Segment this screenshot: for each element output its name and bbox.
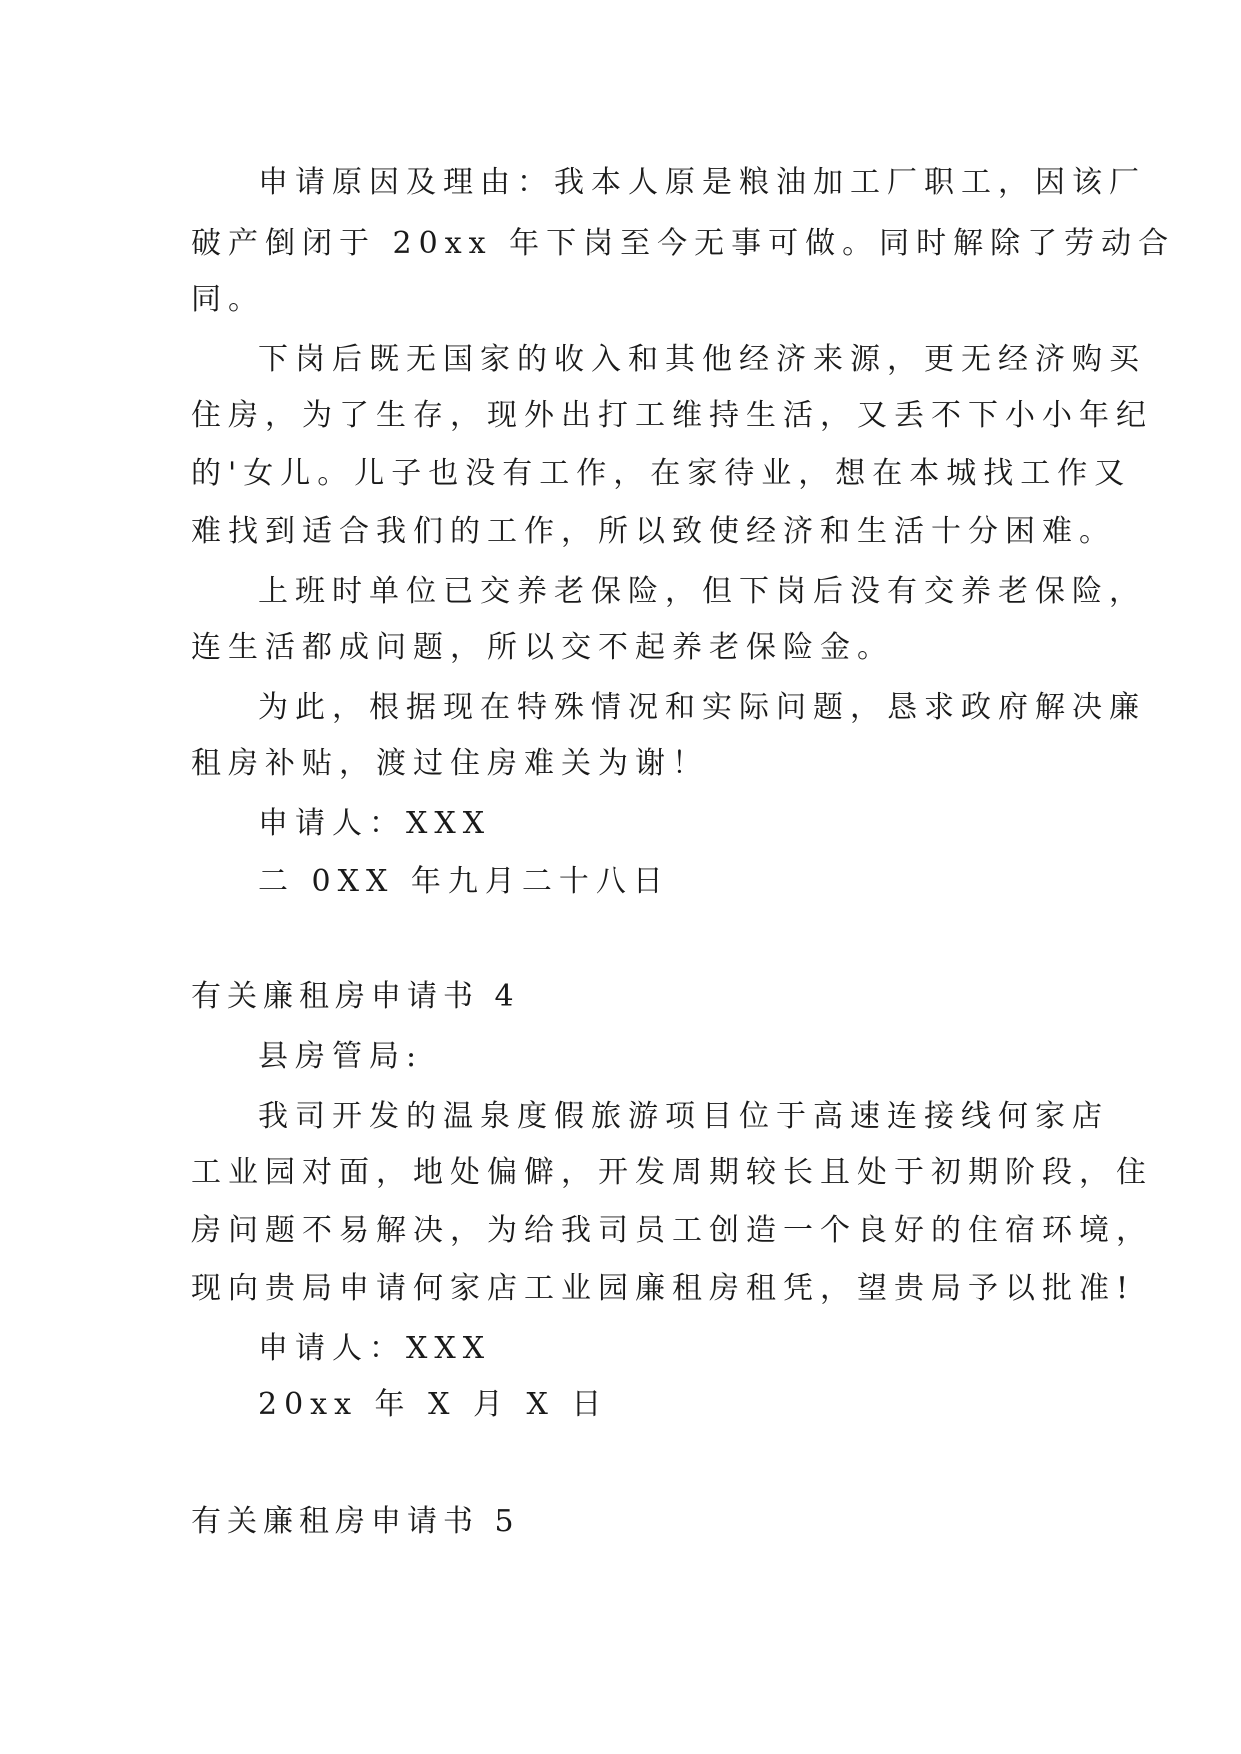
paragraph-line: 的'女儿。儿子也没有工作，在家待业，想在本城找工作又 [191,456,1132,491]
paragraph-line: 现向贵局申请何家店工业园廉租房租凭，望贵局予以批准! [191,1271,1136,1306]
paragraph-line: 我司开发的温泉度假旅游项目位于高速连接线何家店 [258,1099,1109,1134]
application-date: 二 0XX 年九月二十八日 [258,864,670,899]
paragraph-line: 工业园对面，地处偏僻，开发周期较长且处于初期阶段，住 [191,1155,1153,1190]
paragraph-line: 租房补贴，渡过住房难关为谢！ [191,746,709,781]
section-title: 有关廉租房申请书 4 [191,979,520,1014]
paragraph-line: 房问题不易解决，为给我司员工创造一个良好的住宿环境， [191,1213,1153,1248]
applicant-signature: 申请人：XXX [258,1331,492,1366]
paragraph-line: 住房，为了生存，现外出打工维持生活，又丢不下小小年纪 [191,398,1153,433]
paragraph-line: 难找到适合我们的工作，所以致使经济和生活十分困难。 [191,514,1116,549]
paragraph-line: 同。 [191,282,265,317]
paragraph-line: 连生活都成问题，所以交不起养老保险金。 [191,630,894,665]
recipient-line: 县房管局: [258,1039,424,1074]
application-date: 20xx 年 X 月 X 日 [258,1387,609,1422]
applicant-signature: 申请人：XXX [258,806,492,841]
paragraph-line: 上班时单位已交养老保险，但下岗后没有交养老保险， [258,574,1146,609]
paragraph-line: 为此，根据现在特殊情况和实际问题，恳求政府解决廉 [258,690,1146,725]
paragraph-line: 申请原因及理由：我本人原是粮油加工厂职工，因该厂 [258,165,1146,200]
section-title: 有关廉租房申请书 5 [191,1504,520,1539]
paragraph-line: 下岗后既无国家的收入和其他经济来源，更无经济购买 [258,342,1146,377]
paragraph-line: 破产倒闭于 20xx 年下岗至今无事可做。同时解除了劳动合 [191,226,1176,261]
